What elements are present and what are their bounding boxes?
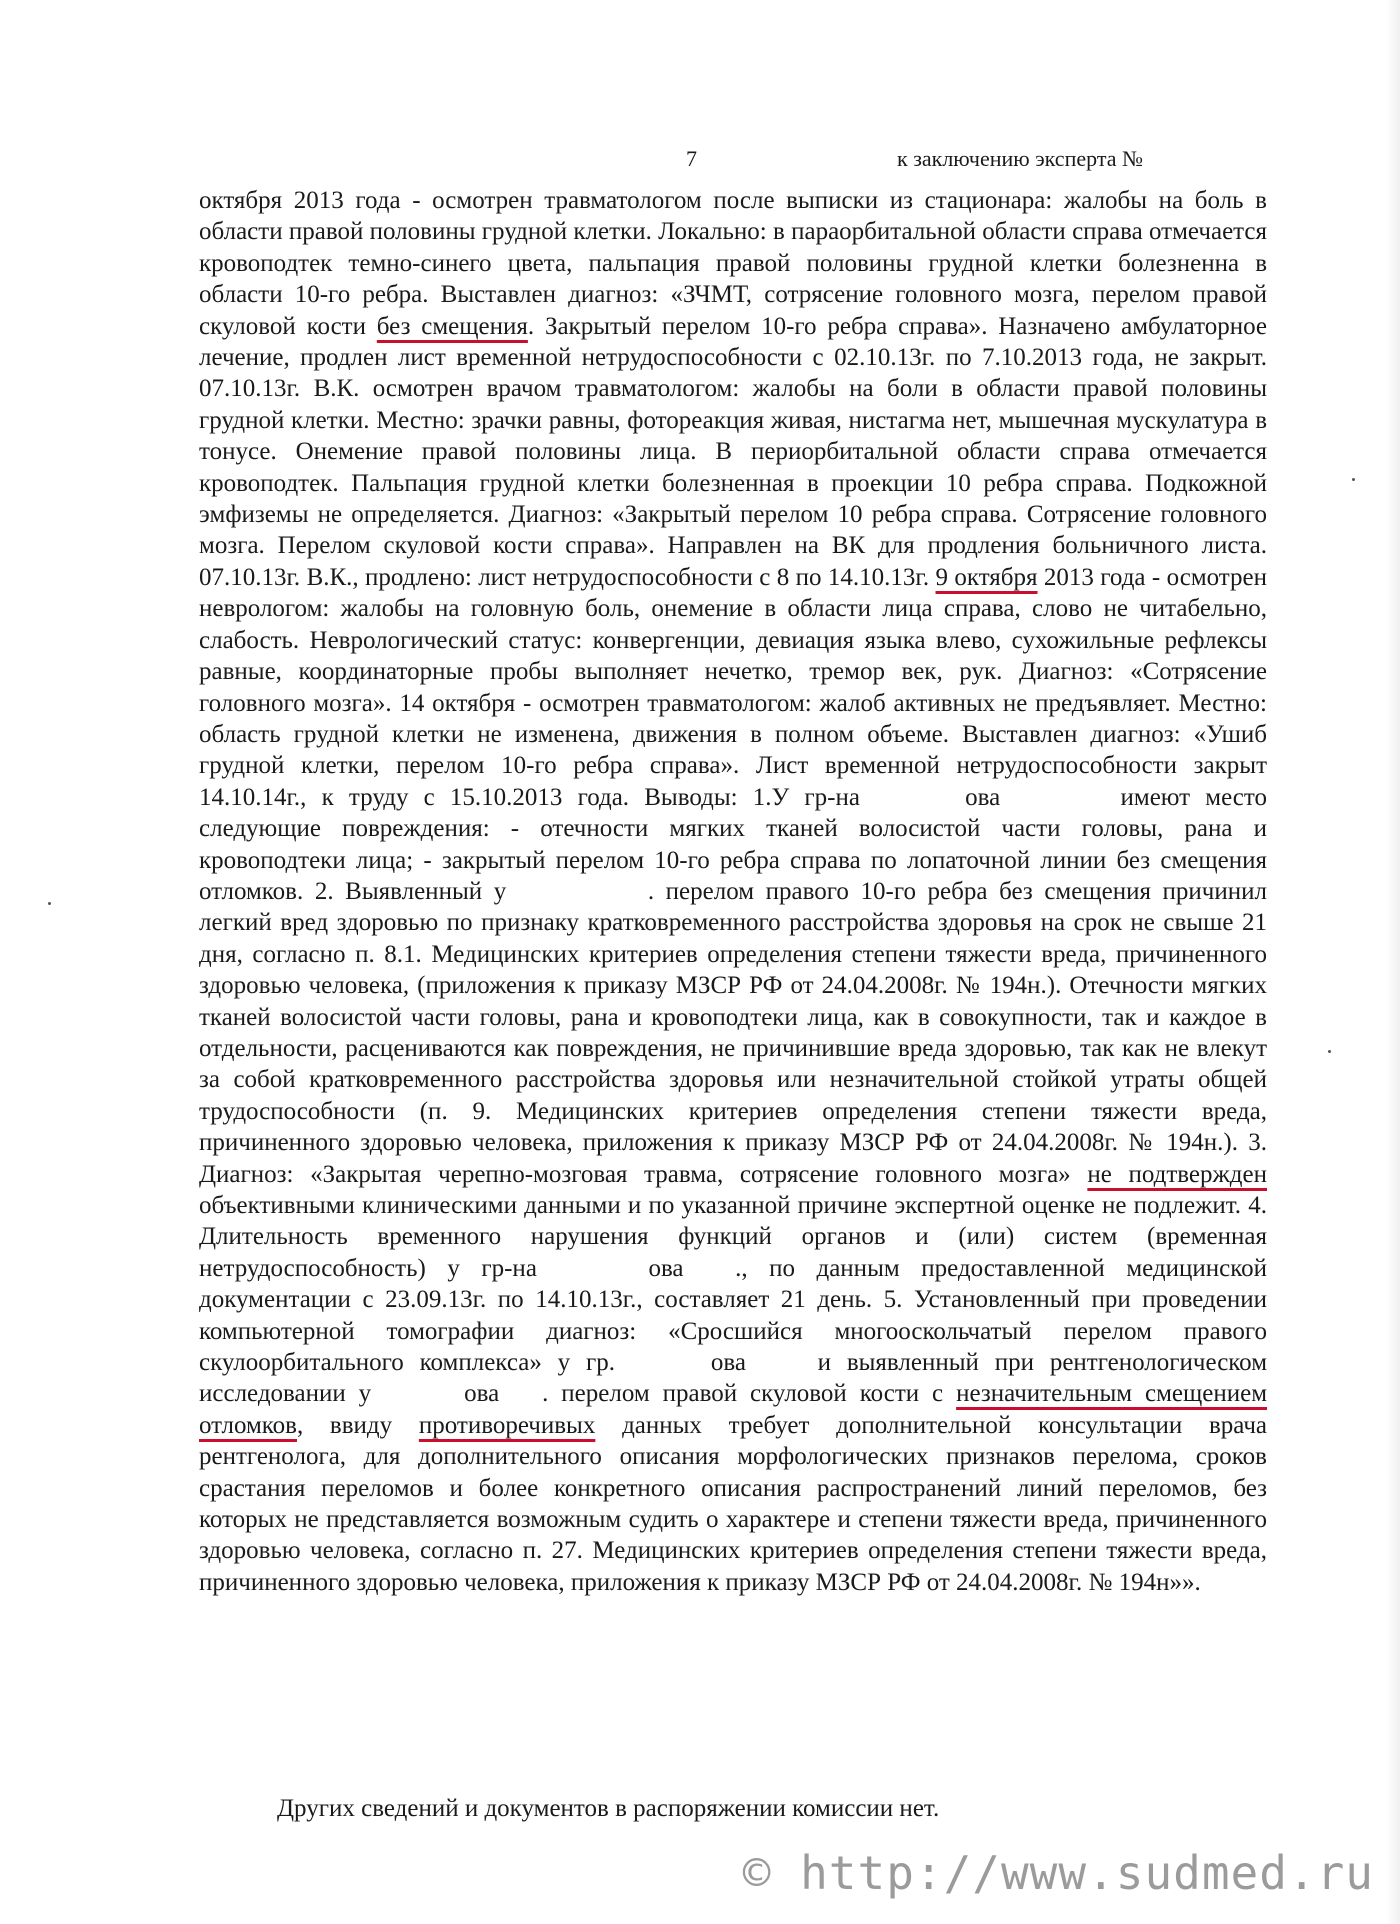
- text-segment: ова: [648, 1254, 684, 1282]
- text-segment: октября 2013 года - осмотрен травматологом после выписки из стационара: жалобы на боль в области правой половины грудной клетки. Локально: в параорбитальной области справа отмечается кровоподтек темно-синего цвета, пальпация правой половины грудной клетки болезненна в области 10-го ребра. Выставлен диагноз: «ЗЧМТ, сотрясение головного мозга, перелом правой скуловой кости: [199, 187, 1267, 340]
- text-segment: объективными клиническими данными и по указанной причине экспертной оценке не подлежит. 4. Длительность временного нарушения функций органов и (или) систем (временная нетрудоспособность) у гр-на: [199, 1192, 1267, 1282]
- red-underlined-phrase: не подтвержден: [1087, 1160, 1267, 1188]
- text-segment: . перелом правого 10-го ребра без смещения причинил легкий вред здоровью по признаку кратковременного расстройства здоровья на срок не свыше 21 дня, согласно п. 8.1. Медицинских критериев определения степени тяжести вреда, причиненного здоровью человека, (приложения к приказу МЗСР РФ от 24.04.2008г. № 194н.). Отечности мягких тканей волосистой части головы, рана и кровоподтеки лица, как в совокупности, так и каждое в отдельности, расцениваются как повреждения, не причинившие вреда здоровью, так как не влекут за собой кратковременного расстройства здоровья или незначительной стойкой утраты общей трудоспособности (п. 9. Медицинских критериев определения степени тяжести вреда, причиненного здоровью человека, приложения к приказу МЗСР РФ от 24.04.2008г. № 194н.). 3. Диагноз: «Закрытая черепно-мозговая травма, сотрясение головного мозга»: [199, 877, 1267, 1188]
- copyright-symbol: ©: [742, 1846, 772, 1900]
- scan-speck: [1328, 1050, 1331, 1053]
- expert-conclusion-reference: к заключению эксперта №: [897, 146, 1143, 171]
- closing-statement: Других сведений и документов в распоряжении комиссии нет.: [277, 1795, 940, 1822]
- scan-speck: [1352, 478, 1355, 481]
- red-underlined-phrase: противоречивых: [418, 1411, 596, 1439]
- red-underlined-phrase: незначительным смещением отломков: [199, 1380, 1268, 1439]
- text-segment: ова: [464, 1380, 500, 1408]
- red-underlined-phrase: без смещения: [376, 312, 528, 340]
- text-segment: ., по данным предоставленной медицинской документации с 23.09.13г. по 14.10.13г., составляет 21 день. 5. Установленный при проведении компьютерной томографии диагноз: «Сросшийся многооскольчатый перелом правого скулоорбитального комплекса» у гр.: [199, 1254, 1268, 1377]
- redacted-conclusion-number: [1160, 152, 1260, 176]
- text-segment: ова: [965, 783, 1001, 811]
- text-segment: 2013 года - осмотрен неврологом: жалобы на головную боль, онемение в области лица справа, слово не читабельно, слабость. Неврологический статус: конвергенции, девиация языка влево, сухожильные рефлексы равные, координаторные пробы выполняет нечетко, тремор век, рук. Диагноз: «Сотрясение головного мозга». 14 октября - осмотрен травматологом: жалоб активных не предъявляет. Местно: область грудной клетки не изменена, движения в полном объеме. Выставлен диагноз: «Ушиб грудной клетки, перелом 10-го ребра справа». Лист временной нетрудоспособности закрыт 14.10.14г., к труду с 15.10.2013 года. Выводы: 1.У гр-на: [199, 563, 1268, 811]
- watermark-url: http://www.sudmed.ru: [800, 1846, 1374, 1900]
- scan-edge-shadow: [1386, 0, 1400, 1924]
- page-header: [0, 140, 1400, 180]
- red-underlined-phrase: 9 октября: [935, 563, 1038, 591]
- page-number: 7: [686, 146, 697, 171]
- text-segment: имеют место следующие повреждения: - отечности мягких тканей волосистой части головы, рана и кровоподтеки лица; - закрытый перелом 10-го ребра справа по лопаточной линии без смещения отломков. 2. Выявленный у: [199, 783, 1267, 905]
- text-segment: . Закрытый перелом 10-го ребра справа». Назначено амбулаторное лечение, продлен лист временной нетрудоспособности с 02.10.13г. по 7.10.2013 года, не закрыт. 07.10.13г. В.К. осмотрен врачом травматологом: жалобы на боли в области правой половины грудной клетки. Местно: зрачки равны, фотореакция живая, нистагма нет, мышечная мускулатура в тонусе. Онемение правой половины лица. В периорбитальной области справа отмечается кровоподтек. Пальпация грудной клетки болезненная в проекции 10 ребра справа. Подкожной эмфиземы не определяется. Диагноз: «Закрытый перелом 10 ребра справа. Сотрясение головного мозга. Перелом скуловой кости справа». Направлен на ВК для продления больничного листа. 07.10.13г. В.К., продлено: лист нетрудоспособности с 8 по 14.10.13г.: [199, 312, 1267, 591]
- conclusion-body-text: [199, 185, 1267, 1598]
- text-segment: . перелом правой скуловой кости с: [542, 1380, 944, 1408]
- site-watermark: [743, 1846, 1374, 1900]
- text-segment: ова: [710, 1349, 746, 1377]
- text-segment: данных требует дополнительной консультации врача рентгенолога, для дополнительного описания морфологических признаков перелома, сроков срастания переломов и более конкретного описания распространений линий переломов, без которых не представляется возможным судить о характере и степени тяжести вреда, причиненного здоровью человека, согласно п. 27. Медицинских критериев определения степени тяжести вреда, причиненного здоровью человека, приложения к приказу МЗСР РФ от 24.04.2008г. № 194н»».: [199, 1411, 1268, 1596]
- text-segment: , ввиду: [296, 1411, 393, 1439]
- scan-speck: [48, 902, 51, 905]
- text-segment: и выявленный при рентгенологическом исследовании у: [199, 1349, 1268, 1408]
